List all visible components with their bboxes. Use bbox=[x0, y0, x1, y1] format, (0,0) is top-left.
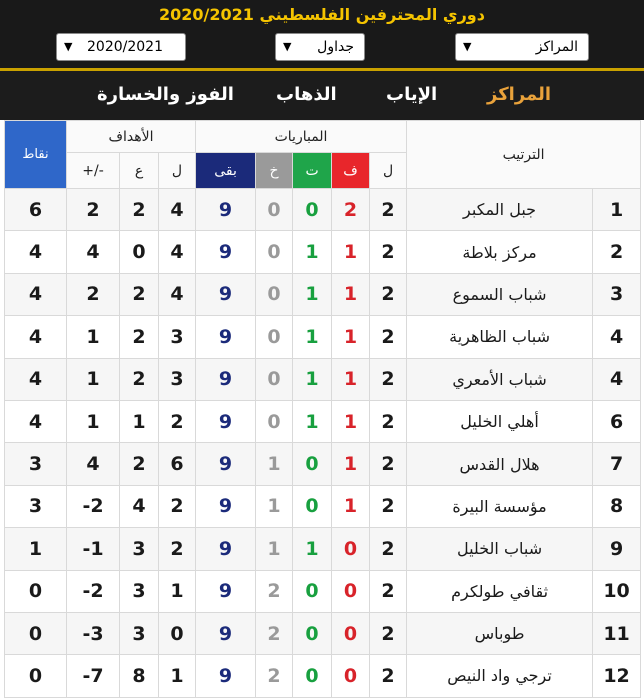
goals-for-cell: 4 bbox=[159, 273, 196, 315]
played-cell: 2 bbox=[370, 570, 407, 612]
played-cell: 2 bbox=[370, 528, 407, 570]
draw-cell: 1 bbox=[293, 528, 332, 570]
remaining-cell: 9 bbox=[196, 443, 256, 485]
loss-cell: 1 bbox=[256, 443, 293, 485]
played-cell: 2 bbox=[370, 485, 407, 527]
table-row bbox=[5, 231, 641, 273]
played-header: ل bbox=[370, 153, 407, 189]
loss-cell: 0 bbox=[256, 273, 293, 315]
win-cell: 0 bbox=[332, 612, 370, 654]
draw-cell: 1 bbox=[293, 358, 332, 400]
league-title: دوري المحترفين الفلسطيني 2020/2021 bbox=[159, 5, 485, 24]
goals-against-cell: 2 bbox=[120, 189, 159, 231]
tables-select[interactable] bbox=[275, 33, 365, 61]
standings-select-value: المراكز bbox=[535, 39, 578, 55]
remaining-cell: 9 bbox=[196, 400, 256, 442]
goal-diff-cell: -2 bbox=[67, 485, 120, 527]
team-name-cell[interactable]: مركز بلاطة bbox=[407, 231, 593, 273]
dropdown-arrow-icon: ▼ bbox=[283, 40, 292, 53]
draw-cell: 0 bbox=[293, 189, 332, 231]
goals-against-header: ع bbox=[120, 153, 159, 189]
points-cell: 0 bbox=[5, 655, 67, 697]
position-cell: 9 bbox=[593, 528, 641, 570]
draw-cell: 0 bbox=[293, 570, 332, 612]
goals-against-cell: 2 bbox=[120, 316, 159, 358]
remaining-cell: 9 bbox=[196, 273, 256, 315]
standings-table bbox=[4, 120, 641, 698]
points-cell: 4 bbox=[5, 231, 67, 273]
table-row bbox=[5, 485, 641, 527]
goals-against-cell: 2 bbox=[120, 358, 159, 400]
goals-header: الأهداف bbox=[67, 121, 196, 153]
goal-diff-header: +/- bbox=[67, 153, 120, 189]
remaining-cell: 9 bbox=[196, 612, 256, 654]
win-cell: 0 bbox=[332, 528, 370, 570]
goals-against-cell: 3 bbox=[120, 612, 159, 654]
points-cell: 4 bbox=[5, 400, 67, 442]
played-cell: 2 bbox=[370, 273, 407, 315]
points-cell: 4 bbox=[5, 316, 67, 358]
goals-against-cell: 2 bbox=[120, 443, 159, 485]
goal-diff-cell: -2 bbox=[67, 570, 120, 612]
position-cell: 8 bbox=[593, 485, 641, 527]
goals-against-cell: 2 bbox=[120, 273, 159, 315]
team-name-cell[interactable]: هلال القدس bbox=[407, 443, 593, 485]
goal-diff-cell: -1 bbox=[67, 528, 120, 570]
goal-diff-cell: 1 bbox=[67, 400, 120, 442]
goals-against-cell: 0 bbox=[120, 231, 159, 273]
team-name-cell[interactable]: أهلي الخليل bbox=[407, 400, 593, 442]
draw-cell: 0 bbox=[293, 655, 332, 697]
goal-diff-cell: 1 bbox=[67, 358, 120, 400]
points-header: نقاط bbox=[5, 121, 67, 189]
goal-diff-cell: 4 bbox=[67, 443, 120, 485]
draw-cell: 1 bbox=[293, 273, 332, 315]
table-row bbox=[5, 570, 641, 612]
loss-cell: 0 bbox=[256, 358, 293, 400]
matches-header: المباريات bbox=[196, 121, 407, 153]
played-cell: 2 bbox=[370, 189, 407, 231]
win-cell: 1 bbox=[332, 231, 370, 273]
position-cell: 6 bbox=[593, 400, 641, 442]
table-row bbox=[5, 528, 641, 570]
team-name-cell[interactable]: مؤسسة البيرة bbox=[407, 485, 593, 527]
team-name-cell[interactable]: جبل المكبر bbox=[407, 189, 593, 231]
goals-against-cell: 3 bbox=[120, 570, 159, 612]
position-cell: 1 bbox=[593, 189, 641, 231]
position-cell: 2 bbox=[593, 231, 641, 273]
dropdown-arrow-icon: ▼ bbox=[64, 40, 73, 53]
tab-standings[interactable]: المراكز bbox=[487, 84, 552, 105]
table-row bbox=[5, 443, 641, 485]
goals-for-cell: 2 bbox=[159, 485, 196, 527]
dropdown-arrow-icon: ▼ bbox=[463, 40, 472, 53]
draw-cell: 0 bbox=[293, 612, 332, 654]
table-row bbox=[5, 358, 641, 400]
remaining-cell: 9 bbox=[196, 655, 256, 697]
standings-select[interactable] bbox=[455, 33, 589, 61]
team-name-cell[interactable]: شباب الظاهرية bbox=[407, 316, 593, 358]
remaining-cell: 9 bbox=[196, 570, 256, 612]
goal-diff-cell: -3 bbox=[67, 612, 120, 654]
win-cell: 0 bbox=[332, 570, 370, 612]
points-cell: 3 bbox=[5, 485, 67, 527]
played-cell: 2 bbox=[370, 612, 407, 654]
goal-diff-cell: 2 bbox=[67, 189, 120, 231]
points-cell: 4 bbox=[5, 273, 67, 315]
remaining-cell: 9 bbox=[196, 231, 256, 273]
goal-diff-cell: 2 bbox=[67, 273, 120, 315]
remaining-cell: 9 bbox=[196, 316, 256, 358]
win-cell: 1 bbox=[332, 316, 370, 358]
loss-cell: 0 bbox=[256, 231, 293, 273]
team-name-cell[interactable]: شباب الخليل bbox=[407, 528, 593, 570]
position-cell: 10 bbox=[593, 570, 641, 612]
win-header: ف bbox=[332, 153, 370, 189]
loss-cell: 2 bbox=[256, 655, 293, 697]
goals-for-cell: 6 bbox=[159, 443, 196, 485]
points-cell: 6 bbox=[5, 189, 67, 231]
goals-against-cell: 1 bbox=[120, 400, 159, 442]
goals-for-cell: 4 bbox=[159, 189, 196, 231]
goals-against-cell: 8 bbox=[120, 655, 159, 697]
remaining-cell: 9 bbox=[196, 528, 256, 570]
season-select[interactable] bbox=[56, 33, 186, 61]
loss-cell: 1 bbox=[256, 485, 293, 527]
win-cell: 1 bbox=[332, 273, 370, 315]
tables-select-value: جداول bbox=[317, 39, 354, 55]
loss-cell: 2 bbox=[256, 570, 293, 612]
points-cell: 3 bbox=[5, 443, 67, 485]
draw-header: ت bbox=[293, 153, 332, 189]
team-name-cell[interactable]: ثقافي طولكرم bbox=[407, 570, 593, 612]
draw-cell: 1 bbox=[293, 400, 332, 442]
played-cell: 2 bbox=[370, 316, 407, 358]
ranking-header: الترتيب bbox=[407, 121, 641, 189]
goal-diff-cell: -7 bbox=[67, 655, 120, 697]
loss-cell: 0 bbox=[256, 400, 293, 442]
team-name-cell[interactable]: شباب السموع bbox=[407, 273, 593, 315]
loss-cell: 1 bbox=[256, 528, 293, 570]
goals-for-cell: 1 bbox=[159, 655, 196, 697]
tab-second-leg[interactable]: الإياب bbox=[386, 84, 438, 105]
table-row bbox=[5, 189, 641, 231]
remaining-cell: 9 bbox=[196, 189, 256, 231]
goals-for-cell: 1 bbox=[159, 570, 196, 612]
goals-for-cell: 2 bbox=[159, 400, 196, 442]
position-cell: 7 bbox=[593, 443, 641, 485]
played-cell: 2 bbox=[370, 655, 407, 697]
remaining-cell: 9 bbox=[196, 485, 256, 527]
played-cell: 2 bbox=[370, 400, 407, 442]
goals-for-header: ل bbox=[159, 153, 196, 189]
draw-cell: 0 bbox=[293, 485, 332, 527]
position-cell: 4 bbox=[593, 358, 641, 400]
win-cell: 0 bbox=[332, 655, 370, 697]
season-select-value: 2020/2021 bbox=[87, 39, 163, 55]
draw-cell: 1 bbox=[293, 231, 332, 273]
points-cell: 0 bbox=[5, 570, 67, 612]
played-cell: 2 bbox=[370, 358, 407, 400]
win-cell: 2 bbox=[332, 189, 370, 231]
goals-for-cell: 3 bbox=[159, 316, 196, 358]
goal-diff-cell: 4 bbox=[67, 231, 120, 273]
team-name-cell[interactable]: طوباس bbox=[407, 612, 593, 654]
draw-cell: 1 bbox=[293, 316, 332, 358]
win-cell: 1 bbox=[332, 485, 370, 527]
tab-first-leg[interactable]: الذهاب bbox=[276, 84, 337, 105]
goals-against-cell: 3 bbox=[120, 528, 159, 570]
goals-for-cell: 3 bbox=[159, 358, 196, 400]
win-cell: 1 bbox=[332, 443, 370, 485]
played-cell: 2 bbox=[370, 231, 407, 273]
tab-bar bbox=[0, 71, 644, 120]
loss-cell: 2 bbox=[256, 612, 293, 654]
goals-for-cell: 4 bbox=[159, 231, 196, 273]
position-cell: 4 bbox=[593, 316, 641, 358]
position-cell: 11 bbox=[593, 612, 641, 654]
points-cell: 1 bbox=[5, 528, 67, 570]
table-row bbox=[5, 655, 641, 697]
points-cell: 4 bbox=[5, 358, 67, 400]
loss-header: خ bbox=[256, 153, 293, 189]
goals-for-cell: 0 bbox=[159, 612, 196, 654]
position-cell: 12 bbox=[593, 655, 641, 697]
team-name-cell[interactable]: ترجي واد النيص bbox=[407, 655, 593, 697]
table-row bbox=[5, 400, 641, 442]
goals-for-cell: 2 bbox=[159, 528, 196, 570]
win-cell: 1 bbox=[332, 400, 370, 442]
win-cell: 1 bbox=[332, 358, 370, 400]
loss-cell: 0 bbox=[256, 189, 293, 231]
position-cell: 3 bbox=[593, 273, 641, 315]
table-row bbox=[5, 316, 641, 358]
remaining-cell: 9 bbox=[196, 358, 256, 400]
goal-diff-cell: 1 bbox=[67, 316, 120, 358]
draw-cell: 0 bbox=[293, 443, 332, 485]
team-name-cell[interactable]: شباب الأمعري bbox=[407, 358, 593, 400]
remaining-header: بقى bbox=[196, 153, 256, 189]
table-row bbox=[5, 273, 641, 315]
points-cell: 0 bbox=[5, 612, 67, 654]
app-header bbox=[0, 0, 644, 68]
tab-win-loss[interactable]: الفوز والخسارة bbox=[97, 84, 234, 105]
played-cell: 2 bbox=[370, 443, 407, 485]
loss-cell: 0 bbox=[256, 316, 293, 358]
table-row bbox=[5, 612, 641, 654]
goals-against-cell: 4 bbox=[120, 485, 159, 527]
